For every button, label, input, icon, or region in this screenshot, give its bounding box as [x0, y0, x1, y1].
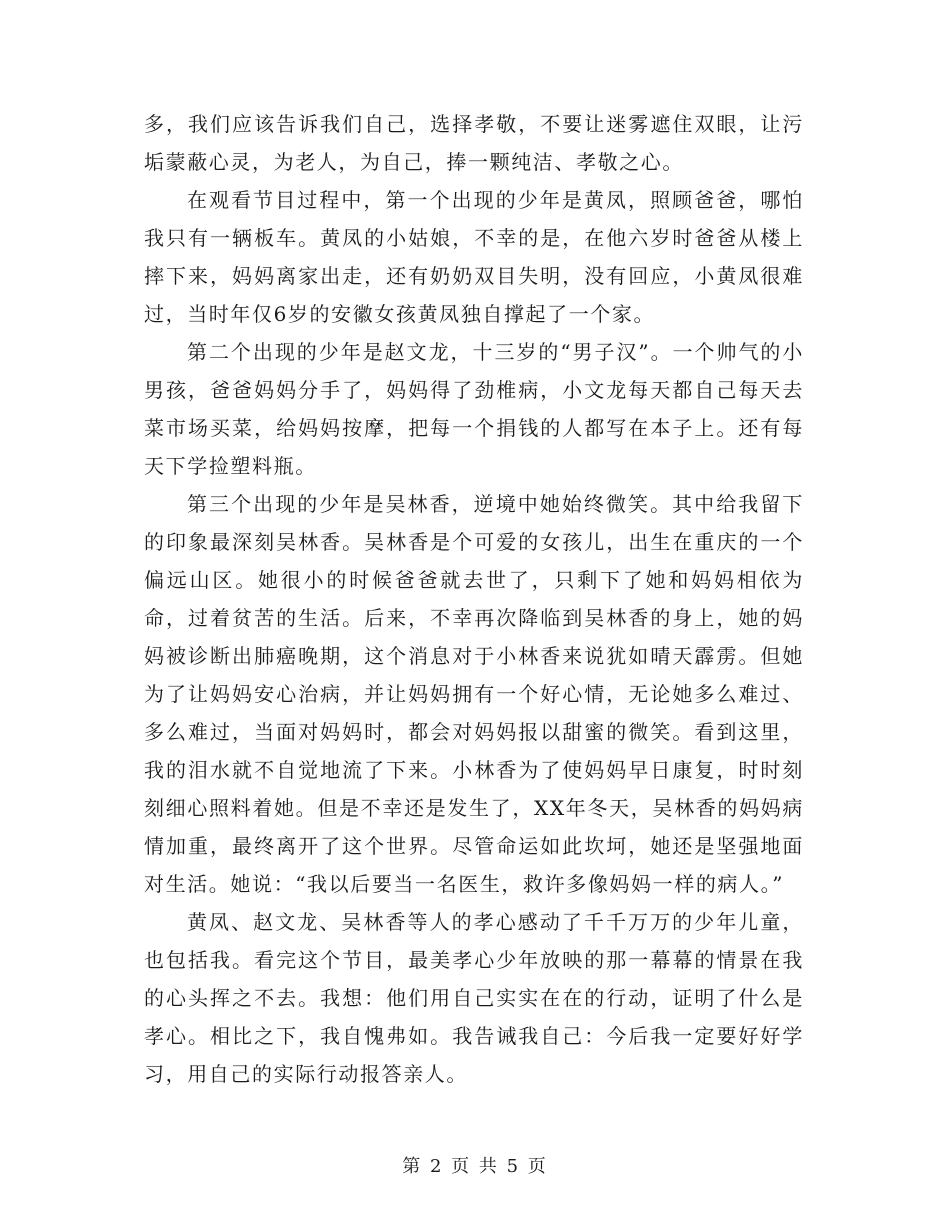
page-number-footer: 第 2 页 共 5 页	[402, 1156, 548, 1177]
paragraph-wu-linxiang: 第三个出现的少年是吴林香，逆境中她始终微笑。其中给我留下的印象最深刻吴林香。吴林香是个可爱的女孩儿，出生在重庆的一个偏远山区。她很小的时候爸爸就去世了，只剩下了她和妈妈相依为命，过着贫苦的生活。后来，不幸再次降临到吴林香的身上，她的妈妈被诊断出肺癌晚期，这个消息对于小林香来说犹如晴天霹雳。但她为了让妈妈安心治病，并让妈妈拥有一个好心情，无论她多么难过、多么难过，当面对妈妈时，都会对妈妈报以甜蜜的微笑。看到这里，我的泪水就不自觉地流了下来。小林香为了使妈妈早日康复，时时刻刻细心照料着她。但是不幸还是发生了，XX年冬天，吴林香的妈妈病情加重，最终离开了这个世界。尽管命运如此坎坷，她还是坚强地面对生活。她说：“我以后要当一名医生，救许多像妈妈一样的病人。”	[144, 492, 804, 896]
paragraph-huang-feng: 在观看节目过程中，第一个出现的少年是黄凤，照顾爸爸，哪怕我只有一辆板车。黄凤的小姑娘，不幸的是，在他六岁时爸爸从楼上摔下来，妈妈离家出走，还有奶奶双目失明，没有回应，小黄凤很难过，当时年仅6岁的安徽女孩黄凤独自撑起了一个家。	[144, 188, 804, 326]
document-body	[144, 105, 804, 1093]
paragraph-conclusion: 黄凤、赵文龙、吴林香等人的孝心感动了千千万万的少年儿童，也包括我。看完这个节目，最美孝心少年放映的那一幕幕的情景在我的心头挥之不去。我想：他们用自己实实在在的行动，证明了什么是孝心。相比之下，我自愧弗如。我告诫我自己：今后我一定要好好学习，用自己的实际行动报答亲人。	[144, 910, 804, 1086]
paragraph-continuation: 多，我们应该告诉我们自己，选择孝敬，不要让迷雾遮住双眼，让污垢蒙蔽心灵，为老人，为自己，捧一颗纯洁、孝敬之心。	[144, 112, 804, 174]
paragraph-zhao-wenlong: 第二个出现的少年是赵文龙，十三岁的“男子汉”。一个帅气的小男孩，爸爸妈妈分手了，妈妈得了劲椎病，小文龙每天都自己每天去菜市场买菜，给妈妈按摩，把每一个捐钱的人都写在本子上。还有每天下学捡塑料瓶。	[144, 340, 804, 478]
